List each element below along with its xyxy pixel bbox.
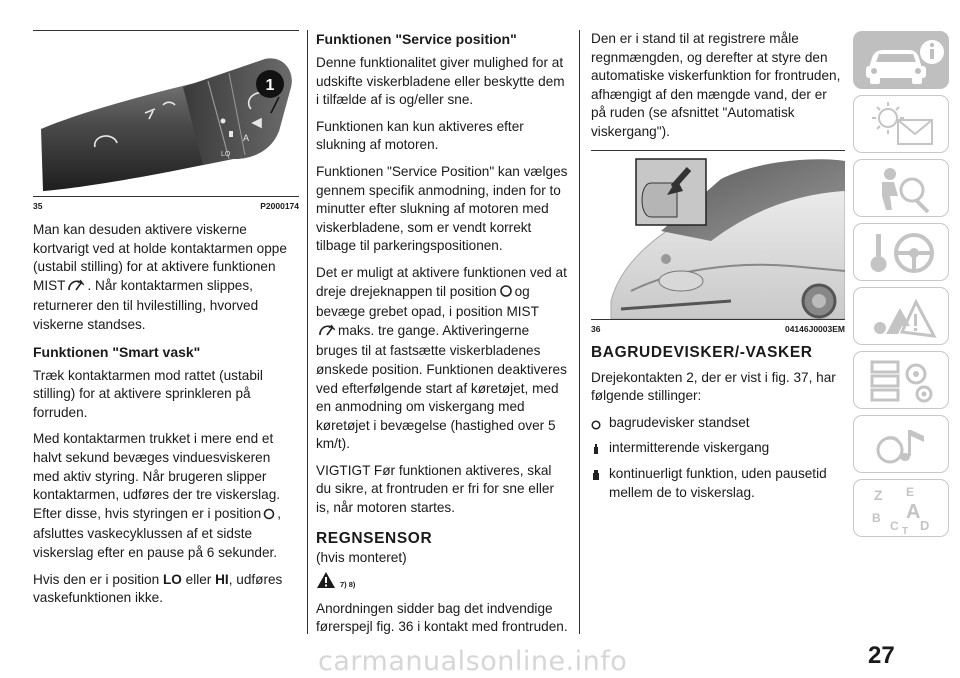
svg-text:B: B — [872, 511, 881, 525]
paragraph-mist-b: . Når kontaktarmen slippes, returnerer den til hvilestilling, hvorved viskerne standses. — [33, 277, 259, 332]
column-1 — [33, 30, 299, 616]
figure-35-caption — [33, 197, 299, 211]
emergency-warning-icon — [854, 288, 950, 346]
callout-1-text: 1 — [265, 77, 275, 94]
warning-reference — [316, 571, 568, 594]
chapter-tab-start-drive[interactable] — [853, 223, 949, 281]
car-info-icon — [854, 32, 950, 90]
page-number: 27 — [868, 642, 895, 669]
watermark: carmanualsonline.info — [318, 646, 628, 677]
column-3 — [591, 30, 845, 506]
alphabetical-index-icon — [854, 480, 950, 538]
paragraph-service-1: Denne funktionalitet giver mulighed for at udskifte viskerbladene eller beskytte dem i tilfælde af is og/eller sne. — [316, 55, 565, 108]
chapter-tab-multimedia[interactable] — [853, 415, 949, 473]
heading-smart-vask: Funktionen "Smart vask" — [33, 343, 201, 360]
list-item — [591, 414, 845, 436]
heading-service-position: Funktionen "Service position" — [316, 31, 517, 47]
svg-text:C: C — [890, 519, 899, 533]
paragraph-smart-2a: Med kontaktarmen trukket i mere end et halvt sekund bevæges vinduesviskeren med aktiv styring. Når brugeren slipper kontaktarmen, udføres der tre viskerslag. Efter disse, hvis styringen er i position — [33, 431, 281, 521]
paragraph-regnsensor: Anordningen sidder bag det indvendige førerspejl fig. 36 i kontakt med frontruden. — [316, 600, 568, 635]
paragraph-smart-1: Træk kontaktarmen mod rattet (ustabil stilling) for at aktivere sprinkleren på forruden. — [33, 367, 263, 420]
position-off-icon — [263, 507, 275, 526]
heading-regnsensor: REGNSENSOR — [316, 529, 433, 547]
continuous-wipe-icon — [591, 465, 601, 487]
paragraph-service-4 — [316, 264, 568, 454]
multimedia-note-icon — [854, 416, 950, 474]
list-item — [591, 439, 845, 461]
paragraph-drejekontakt: Drejekontakten 2, der er vist i fig. 37, har følgende stillinger: — [591, 369, 836, 404]
paragraph-lo-hi-a: Hvis den er i position — [33, 571, 160, 587]
warning-triangle-icon — [316, 571, 336, 594]
svg-text:A: A — [906, 501, 921, 523]
chapter-tab-car-info[interactable] — [853, 31, 949, 89]
chapter-tab-emergency[interactable] — [853, 287, 949, 345]
column-divider-2 — [579, 30, 580, 634]
figure-35-number: 35 — [33, 201, 43, 211]
svg-text:E: E — [906, 485, 915, 499]
warning-ref-numbers: 7) 8) — [340, 579, 356, 589]
paragraph-lo-hi — [33, 571, 299, 608]
intermittent-wipe-icon — [591, 439, 601, 461]
wiper-stalk-illustration — [33, 31, 299, 196]
paragraph-service-4c: maks. tre gange. Aktiveringerne bruges til at fastsætte viskerbladenes ønskede position. Funktionen deaktiveres ved efterfølgende start af køretøjet, med en anmodning om viskergang med køretøjet i bevægelse (hastighed over 5 km/t). — [316, 322, 567, 452]
position-off-icon — [591, 414, 601, 436]
regnsensor-subtitle: (hvis monteret) — [316, 549, 407, 565]
list-item-text: kontinuerligt funktion, uden pausetid mellem de to viskerslag. — [609, 465, 827, 500]
paragraph-mist — [33, 221, 299, 335]
position-lo-label: LO — [162, 571, 182, 587]
paragraph-smart-2 — [33, 430, 299, 562]
figure-36-number: 36 — [591, 323, 601, 334]
paragraph-lo-hi-mid: eller — [185, 571, 212, 587]
paragraph-vigtigt: VIGTIGT Før funktionen aktiveres, skal du sikre, at frontruden er fri for sne eller is, når motoren startes. — [316, 462, 554, 516]
wiper-mist-icon — [67, 279, 85, 298]
figure-35-wiper-stalk — [33, 31, 299, 196]
paragraph-service-3: Funktionen "Service Position" kan vælges gennem specifik anmodning, inden for to minutter efter slukning af motoren med viskerbladene, som er vendt korrekt tilbage til parkeringspositionen. — [316, 163, 568, 254]
wiper-mist-icon — [318, 324, 336, 343]
paragraph-mist-a: Man kan desuden aktivere viskerne kortvarigt ved at holde kontaktarmen oppe (ustabil stilling) for at aktivere funktionen MIST — [33, 222, 287, 293]
paragraph-lo-hi-b: , udføres vaskefunktionen ikke. — [33, 571, 283, 606]
svg-text:Z: Z — [874, 487, 883, 503]
paragraph-rain-sensor-cont: Den er i stand til at registrere måle regnmængden, og derefter at styre den automatiske viskerfunktion for frontruden, afhængigt af den mængde vand, der er på ruden (se afsnittet "Automatisk viskergang"). — [591, 31, 841, 139]
paragraph-service-2: Funktionen kan kun aktiveres efter slukning af motoren. — [316, 118, 524, 153]
lever-label-a: A — [243, 133, 250, 143]
heading-bagrudevisker: BAGRUDEVISKER/-VASKER — [591, 343, 813, 361]
chapter-tab-safety[interactable] — [853, 159, 949, 217]
position-hi-label: HI — [215, 571, 229, 587]
column-divider-1 — [307, 30, 308, 634]
svg-text:D: D — [920, 518, 930, 533]
figure-36-rain-sensor — [591, 151, 845, 319]
position-off-icon — [499, 284, 513, 304]
key-steering-wheel-icon — [854, 224, 950, 282]
service-gears-icon — [854, 352, 950, 410]
paragraph-smart-2b: , afsluttes vaskecyklussen af et sidste viskerslag efter en pause på 6 sekunder. — [33, 505, 281, 560]
lever-label-lo: LO — [221, 151, 231, 158]
list-item — [591, 465, 845, 502]
chapter-tab-lights-messages[interactable] — [853, 95, 949, 153]
list-item-text: bagrudevisker standset — [609, 414, 750, 430]
list-item-text: intermitterende viskergang — [609, 440, 770, 456]
column-2 — [316, 30, 568, 645]
paragraph-service-4a: Det er muligt at aktivere funktionen ved at dreje drejeknappen til position — [316, 264, 567, 299]
chapter-tab-bar — [853, 31, 949, 543]
svg-text:T: T — [902, 526, 909, 537]
paragraph-service-4b: og bevæge grebet opad, i position MIST — [316, 283, 539, 320]
chapter-tab-service[interactable] — [853, 351, 949, 409]
chapter-tab-index[interactable] — [853, 479, 949, 537]
car-front-illustration — [591, 151, 845, 319]
warning-lights-icon — [854, 96, 950, 154]
figure-35-code: P2000174 — [260, 201, 299, 211]
safety-airbag-icon — [854, 160, 950, 218]
figure-36-code: 04146J0003EM — [784, 323, 845, 334]
figure-36-caption — [591, 320, 845, 334]
